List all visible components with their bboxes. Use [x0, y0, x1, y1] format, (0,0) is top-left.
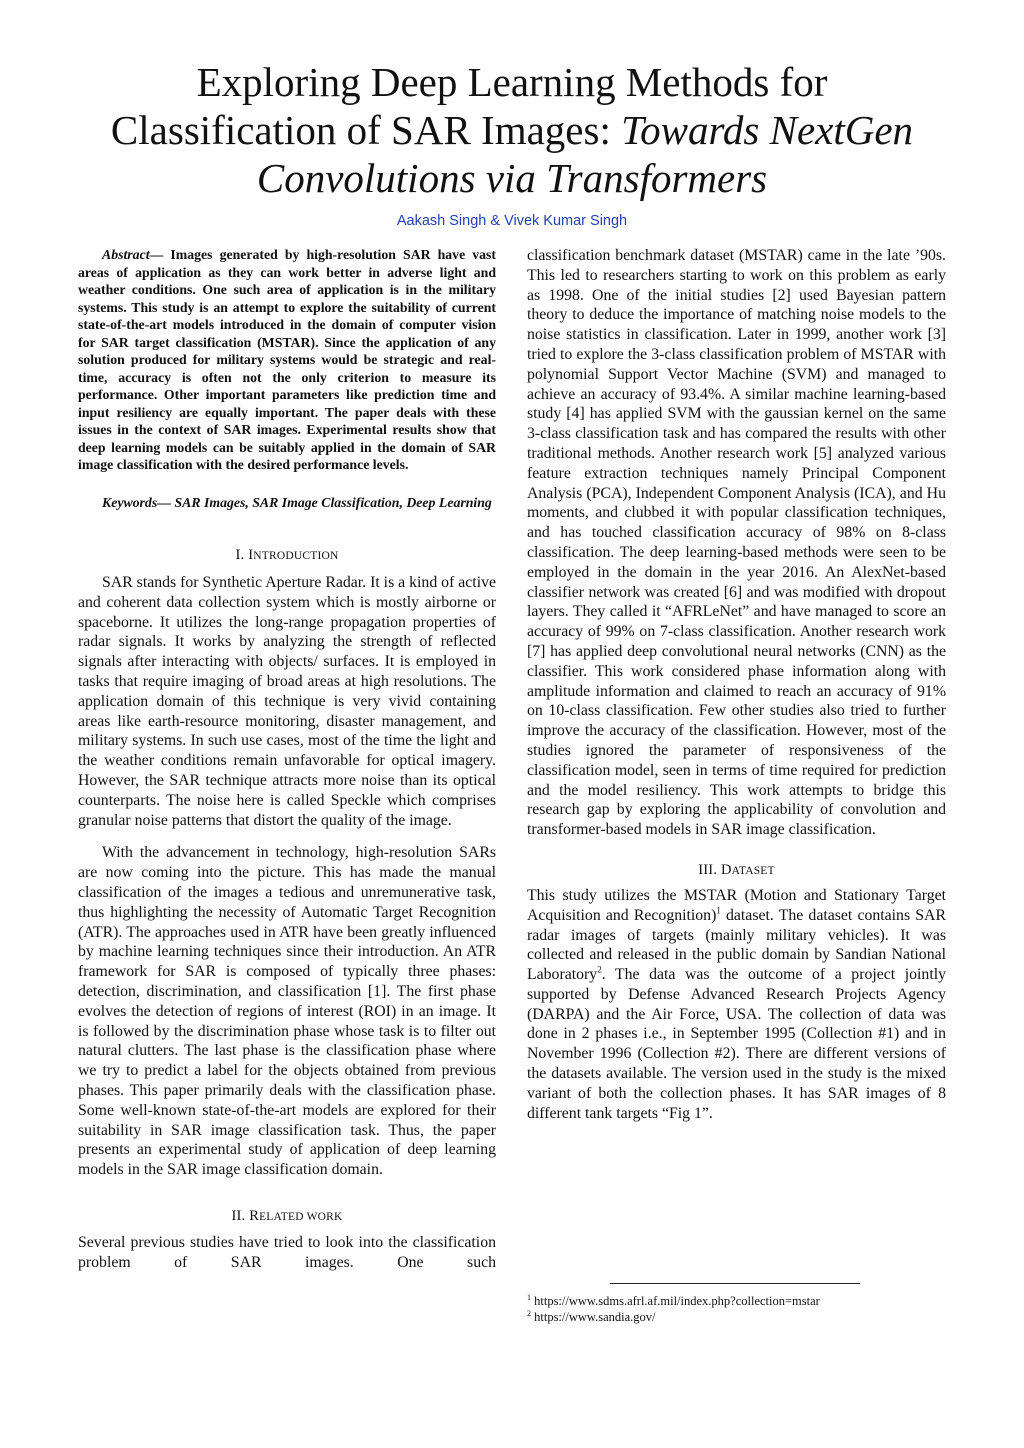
related-paragraph-start: Several previous studies have tried to look into the classification problem of SAR images. One such	[78, 1233, 496, 1271]
related-paragraph-continued: classification benchmark dataset (MSTAR) came in the late ’90s. This led to researchers starting to work on this problem as early as 1998. One of the initial studies [2] used Bayesian pattern theory to deduce the importance of matching noise models to the noise statistics in classification. Later in 1999, another work [3] tried to explore the 3-class classification problem of MSTAR with polynomial Support Vector Machine (SVM) and managed to achieve an accuracy of 93.4%. A similar machine learning-based study [4] has applied SVM with the gaussian kernel on the same 3-class classification task and has compared the results with other traditional methods. Another research work [5] analyzed various feature extraction techniques namely Principal Component Analysis (PCA), Independent Component Analysis (ICA), and Hu moments, and clubbed it with popular classification techniques, and has touched classification accuracy of 98% on 8-class classification. The deep learning-based methods were seen to be employed in the domain in the year 2016. An AlexNet-based classifier network was created [6] and was modified with dropout layers. They called it “AFRLeNet” and have managed to score an accuracy of 99% on 7-class classification. Another research work [7] has applied deep convolutional neural networks (CNN) as the classifier. This work considered phase information along with amplitude information and claimed to reach an accuracy of 91% on 10-class classification. Few other studies also tried to further improve the accuracy of the classification. However, most of the studies ignored the parameter of responsiveness of the classification model, seen in terms of time required for prediction and the model resiliency. This work attempts to bridge this research gap by exploring the applicability of convolution and transformer-based models in SAR image classification.	[527, 247, 946, 839]
title-line-3: Convolutions via Transformers	[256, 155, 768, 201]
left-column	[78, 246, 496, 1273]
keywords	[78, 494, 496, 512]
abstract	[78, 246, 496, 474]
footnote-divider	[610, 1283, 860, 1284]
footnote-ref-2[interactable]: 2	[597, 964, 602, 975]
section-rest: ELATED WORK	[259, 1210, 343, 1223]
section-number: II.	[231, 1207, 250, 1224]
dataset-text-1: This study utilizes the MSTAR (Motion and Stationary Target Acquisition and Recognition)	[527, 886, 946, 924]
intro-paragraph-1: SAR stands for Synthetic Aperture Radar. It is a kind of active and coherent data collection system which is mostly airborne or spaceborne. It utilizes the long-range propagation properties of radar signals. It works by analyzing the strength of reflected signals after interacting with objects/ surfaces. It is employed in tasks that require imaging of broad areas at high resolutions. The application domain of this technique is very vivid containing areas like earth-resource monitoring, disaster management, and military systems. In such use cases, most of the time the light and the weather conditions remain unfavorable for optical imagery. However, the SAR technique attracts more noise than its optical counterparts. The noise here is called Speckle which comprises granular noise patterns that distort the quality of the image.	[78, 574, 496, 829]
abstract-dash: —	[149, 247, 164, 262]
section-number: I.	[235, 547, 249, 563]
section-rest: ATASET	[731, 864, 775, 877]
footnote-mark: 1	[527, 1292, 531, 1302]
footnotes	[527, 1293, 947, 1325]
abstract-label: Abstract	[102, 247, 150, 262]
keywords-text: SAR Images, SAR Image Classification, Deep Learning	[174, 494, 492, 510]
section-initial: D	[720, 861, 732, 878]
footnote-mark: 2	[527, 1308, 531, 1318]
footnote-url[interactable]: https://www.sandia.gov/	[531, 1310, 656, 1324]
title-line-1: Exploring Deep Learning Methods for	[196, 59, 828, 105]
abstract-text: Images generated by high-resolution SAR have vast areas of application as they can work better in adverse light and weather conditions. One such area of application is in the military systems. This study is an attempt to explore the suitability of current state-of-the-art models introduced in the domain of computer vision for SAR target classification (MSTAR). Since the application of any solution produced for military systems would be strategic and real-time, accuracy is often not the only criterion to measure its performance. Other important parameters like prediction time and input resiliency are equally important. The paper deals with these issues in the context of SAR images. Experimental results show that deep learning models can be suitably applied in the domain of SAR image classification with the desired performance levels.	[78, 247, 496, 472]
section-heading-dataset	[527, 862, 946, 879]
footnote-url[interactable]: https://www.sdms.afrl.af.mil/index.php?collection=mstar	[531, 1294, 820, 1308]
section-heading-introduction	[78, 547, 496, 564]
footnote-2	[527, 1309, 947, 1325]
dataset-text-2: dataset. The dataset contains SAR radar images of targets (mainly military vehicles). It was collected and released in the public domain by Sandian National Laboratory	[527, 906, 946, 984]
title-line-2b: Towards NextGen	[621, 107, 914, 153]
intro-paragraph-2: With the advancement in technology, high-resolution SARs are now coming into the picture. This has made the manual classification of the images a tedious and unremunerative task, thus highlighting the necessity of Automatic Target Recognition (ATR). The approaches used in ATR have been greatly influenced by machine learning techniques since their introduction. An ATR framework for SAR is composed of typically three phases: detection, discrimination, and classification [1]. The first phase evolves the detection of regions of interest (ROI) in an image. It is followed by the discrimination phase whose task is to filter out natural clutters. The last phase is the classification phase where we try to predict a label for the objects obtained from previous phases. This paper primarily deals with the classification phase. Some well-known state-of-the-art models are explored for their suitability in SAR image classification task. Thus, the paper presents an experimental study of application of deep learning models in the SAR image classification domain.	[78, 844, 496, 1179]
keywords-label: Keywords—	[102, 494, 175, 510]
dataset-paragraph	[527, 886, 946, 1124]
footnote-ref-1[interactable]: 1	[716, 905, 721, 916]
title-line-2a: Classification of SAR Images:	[110, 107, 622, 153]
dataset-text-3: . The data was the outcome of a project jointly supported by Defense Advanced Research Projects Agency (DARPA) and the Air Force, USA. The collection of data was done in 2 phases i.e., in September 1995 (Collection #1) and in November 1996 (Collection #2). There are different versions of the datasets available. The version used in the study is the mixed variant of both the collection phases. It has SAR images of 8 different tank targets “Fig 1”.	[527, 966, 946, 1122]
section-number: III.	[698, 861, 721, 878]
footnote-1	[527, 1293, 947, 1309]
section-initial: R	[249, 1207, 260, 1224]
author-list: Aakash Singh & Vivek Kumar Singh	[396, 213, 628, 229]
paper-title	[70, 58, 954, 202]
right-column	[527, 246, 946, 1123]
section-heading-related-work	[78, 1208, 496, 1225]
section-rest: NTRODUCTION	[253, 550, 339, 562]
section-initial: I	[248, 547, 254, 563]
